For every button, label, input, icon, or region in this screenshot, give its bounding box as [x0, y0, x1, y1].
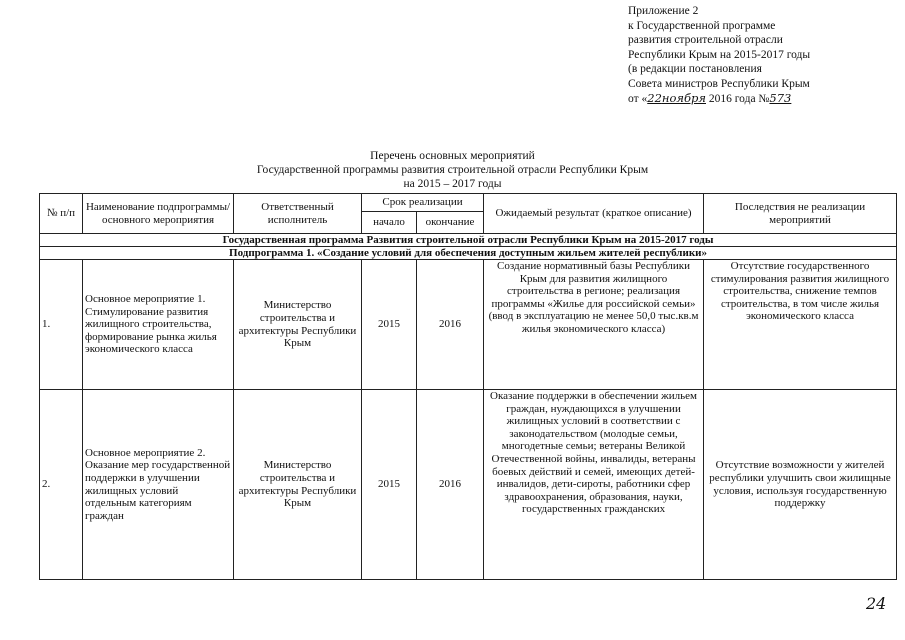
row-start: 2015 — [362, 390, 417, 580]
appendix-line: развития строительной отрасли — [628, 34, 783, 46]
row-name: Основное мероприятие 2. Оказание мер государственной поддержки в улучшении жилищных условий отдельным категориям граждан — [83, 390, 234, 580]
table-row — [40, 390, 897, 580]
appendix-line: Совета министров Республики Крым — [628, 77, 810, 90]
row-name: Основное мероприятие 1. Стимулирование развития жилищного строительства, формирование рынка жилья экономического класса — [83, 260, 234, 390]
appendix-date: от «22ноября 2016 года №573 — [628, 91, 792, 105]
appendix-line: к Государственной программе — [628, 19, 776, 32]
handwritten-day: 22 — [647, 91, 662, 105]
appendix-line: (в редакции постановления — [628, 63, 762, 75]
row-end: 2016 — [417, 390, 484, 580]
handwritten-number: 573 — [769, 91, 792, 105]
measures-table — [39, 193, 897, 580]
row-consequences: Отсутствие возможности у жителей республики улучшить свои жилищные условия, используя государственную поддержку — [704, 390, 897, 580]
row-consequences: Отсутствие государственного стимулирования развития жилищного строительства, снижение темпов строительства, в том числе жилья экономического класса — [704, 260, 897, 390]
subprogram-title-row: Подпрограмма 1. «Создание условий для обеспечения доступным жильем жителей республики» — [40, 247, 897, 260]
row-start: 2015 — [362, 260, 417, 390]
row-executor: Министерство строительства и архитектуры Республики Крым — [234, 390, 362, 580]
program-title-row: Государственная программа Развития строительной отрасли Республики Крым на 2015-2017 годы — [40, 234, 897, 247]
row-num: 1. — [40, 260, 83, 390]
appendix-line: Приложение 2 — [628, 5, 699, 17]
table-row — [40, 260, 897, 390]
appendix-block — [628, 4, 810, 107]
document-title-line1: Перечень основных мероприятий — [370, 150, 535, 162]
header-num: № п/п — [40, 194, 83, 234]
document-title-line2: Государственной программы развития строительной отрасли Республики Крым — [256, 164, 649, 176]
header-end: окончание — [417, 212, 484, 234]
document-title-line3: на 2015 – 2017 годы — [403, 178, 502, 190]
header-consequences: Последствия не реализации мероприятий — [704, 194, 897, 234]
handwritten-month: ноября — [661, 91, 706, 105]
row-result: Оказание поддержки в обеспечении жильем граждан, нуждающихся в улучшении жилищных условий в соответствии с законодательством (молодые семьи, многодетные семьи; ветераны Великой Отечественной войны, инвалиды, ветераны боевых действий и семей, имеющих детей-инвалидов, дети-сироты, работники сфер здравоохранения, образования, науки, государственных гражданских — [484, 390, 704, 580]
row-result: Создание нормативный базы Республики Крым для развития жилищного строительства в регионе; реализация программы «Жилье для российской семьи» (ввод в эксплуатацию не менее 50,0 тыс.кв.м жилья экономического класса) — [484, 260, 704, 390]
header-period: Срок реализации — [362, 194, 484, 212]
row-executor: Министерство строительства и архитектуры Республики Крым — [234, 260, 362, 390]
appendix-line: Республики Крым на 2015-2017 годы — [628, 48, 811, 61]
header-executor: Ответственный исполнитель — [234, 194, 362, 234]
handwritten-page-number: 24 — [866, 594, 887, 613]
header-start: начало — [362, 212, 417, 234]
header-result: Ожидаемый результат (краткое описание) — [484, 194, 704, 234]
row-num: 2. — [40, 390, 83, 580]
row-end: 2016 — [417, 260, 484, 390]
header-name: Наименование подпрограммы/ основного мероприятия — [83, 194, 234, 234]
